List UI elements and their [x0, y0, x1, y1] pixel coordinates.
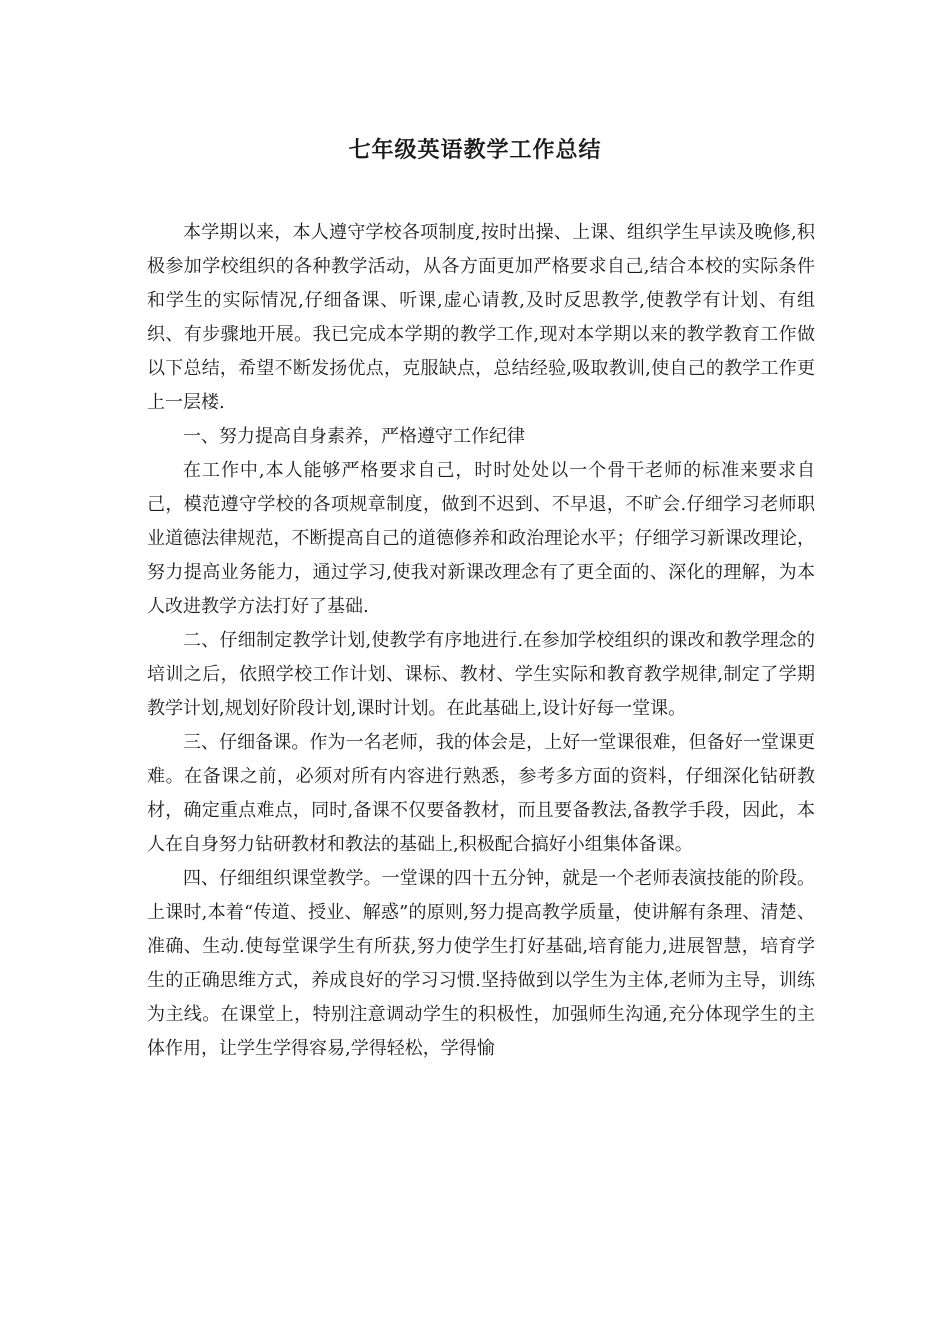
paragraph-section-4: 四、仔细组织课堂教学。一堂课的四十五分钟，就是一个老师表演技能的阶段。上课时,本着“传道、授业、解惑”的原则,努力提高教学质量，使讲解有条理、清楚、准确、生动.使每堂课学生有所获,努力使学生打好基础,培育能力,进展智慧，培育学生的正确思维方式，养成良好的学习习惯.坚持做到以学生为主体,老师为主导，训练为主线。在课堂上，特别注意调动学生的积极性，加强师生沟通,充分体现学生的主体作用，让学生学得容易,学得轻松，学得愉 — [147, 868, 815, 1059]
paragraph-intro: 本学期以来，本人遵守学校各项制度,按时出操、上课、组织学生早读及晚修,积极参加学校组织的各种教学活动，从各方面更加严格要求自己,结合本校的实际条件和学生的实际情况,仔细备课、听课,虚心请教,及时反思教学,使教学有计划、有组织、有步骤地开展。我已完成本学期的教学工作,现对本学期以来的教学教育工作做以下总结，希望不断发扬优点，克服缺点，总结经验,吸取教训,使自己的教学工作更上一层楼. — [147, 222, 815, 413]
paragraph-section-2: 二、仔细制定教学计划,使教学有序地进行.在参加学校组织的课改和教学理念的培训之后，依照学校工作计划、课标、教材、学生实际和教育教学规律,制定了学期教学计划,规划好阶段计划,课时计划。在此基础上,设计好每一堂课。 — [147, 630, 815, 719]
document-body — [147, 216, 815, 1066]
paragraph-section-3: 三、仔细备课。作为一名老师，我的体会是，上好一堂课很难，但备好一堂课更难。在备课之前，必须对所有内容进行熟悉，参考多方面的资料，仔细深化钻研教材，确定重点难点，同时,备课不仅要备教材，而且要备教法,备教学手段，因此，本人在自身努力钻研教材和教法的基础上,积极配合搞好小组集体备课。 — [147, 732, 815, 855]
paragraph-section-1: 在工作中,本人能够严格要求自己，时时处处以一个骨干老师的标准来要求自己，模范遵守学校的各项规章制度，做到不迟到、不早退，不旷会.仔细学习老师职业道德法律规范，不断提高自己的道德修养和政治理论水平；仔细学习新课改理论，努力提高业务能力，通过学习,使我对新课改理念有了更全面的、深化的理解，为本人改进教学方法打好了基础. — [147, 460, 815, 617]
document-title: 七年级英语教学工作总结 — [348, 137, 602, 163]
section-heading-1: 一、努力提高自身素养，严格遵守工作纪律 — [183, 426, 525, 447]
